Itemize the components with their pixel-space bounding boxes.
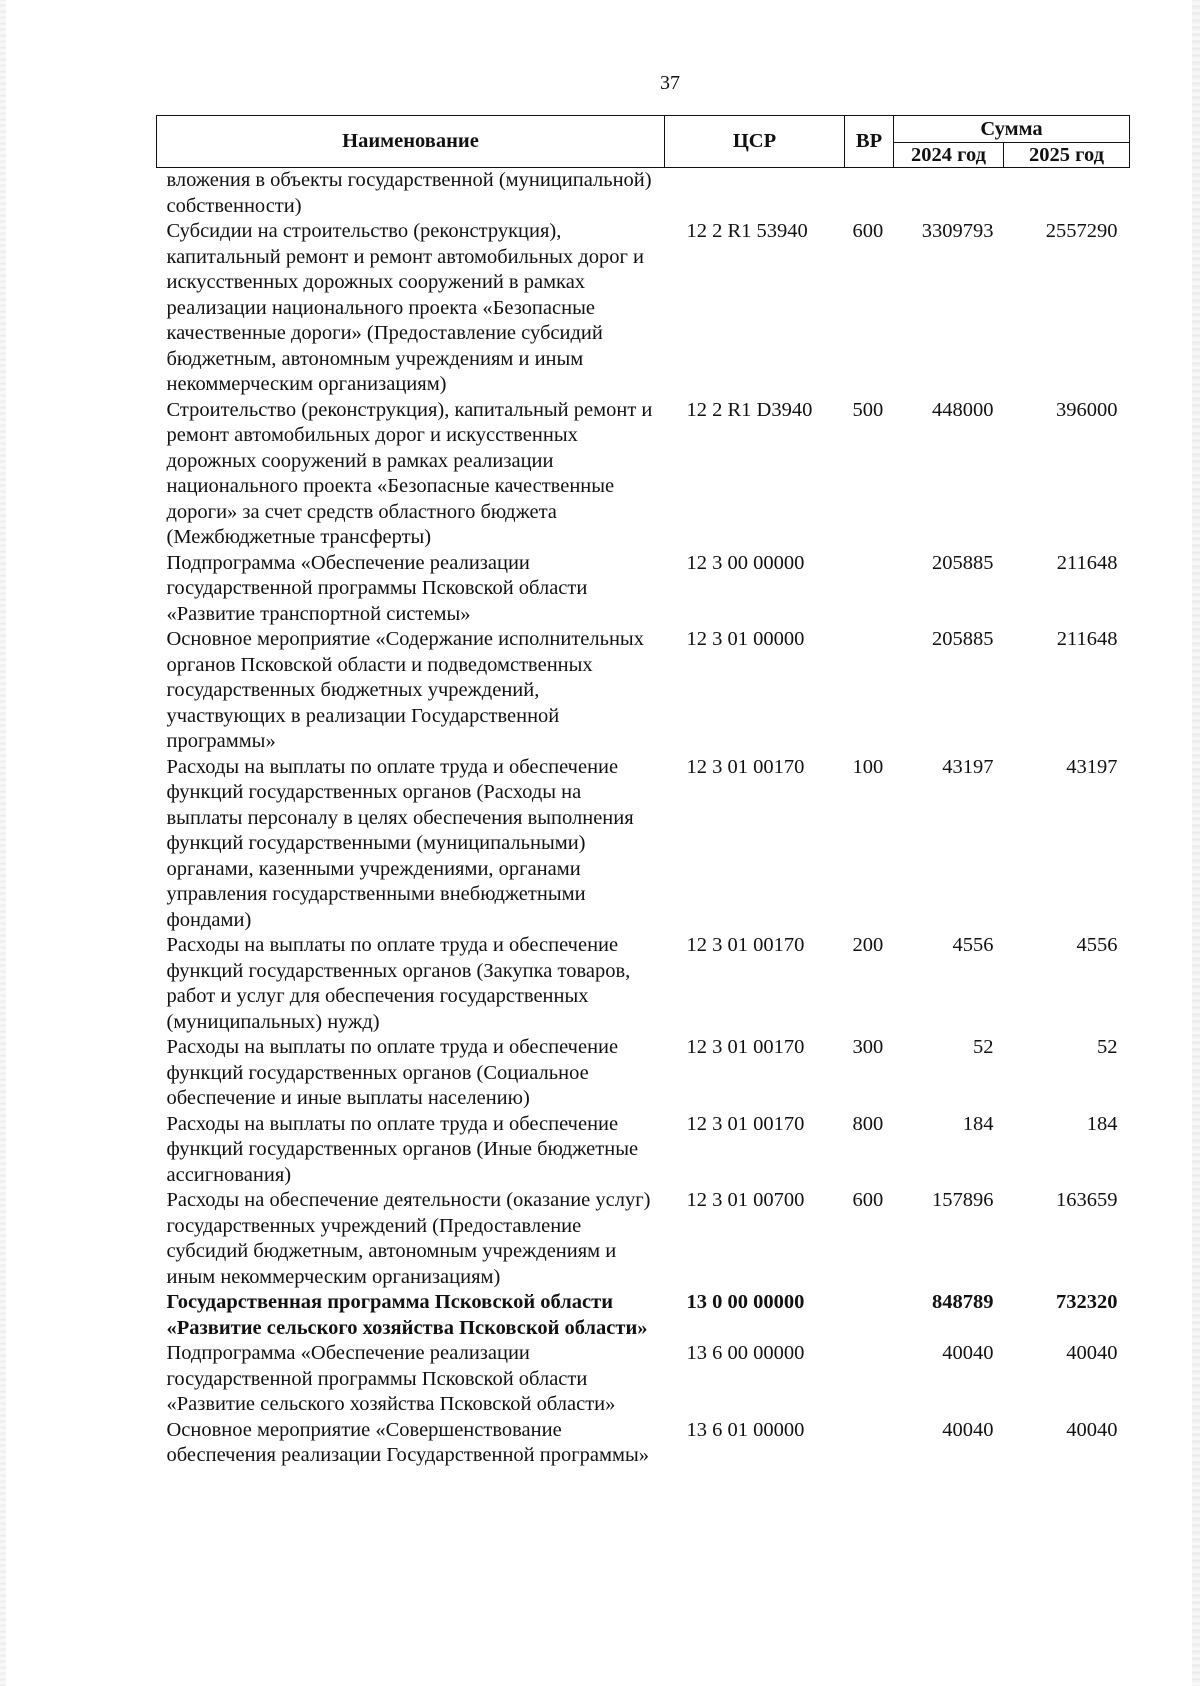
row-amount-2025: 2557290: [1045, 220, 1118, 242]
row-csr: 12 2 R1 D3940: [686, 398, 813, 421]
row-csr: 12 3 01 00000: [686, 628, 805, 650]
row-csr: 13 0 00 00000: [686, 1291, 805, 1313]
row-amount-2024: 40040: [942, 1342, 994, 1364]
row-vr: 600: [852, 220, 884, 242]
table-row: [157, 1418, 1130, 1469]
row-vr: 800: [852, 1112, 884, 1135]
row-vr: 200: [852, 934, 884, 956]
row-name: Расходы на выплаты по оплате труда и обеспечение функций государственных органов (Закупка товаров, работ и услуг для обеспечения государственных (муниципальных) нужд): [166, 934, 631, 1033]
row-name: Основное мероприятие «Совершенствование обеспечения реализации Государственной программы»: [166, 1418, 649, 1466]
row-amount-2024: 157896: [932, 1189, 994, 1211]
row-name: Государственная программа Псковской области «Развитие сельского хозяйства Псковской области»: [166, 1291, 648, 1339]
table-row: [157, 627, 1130, 755]
row-amount-2025: [1004, 168, 1130, 220]
row-name: Основное мероприятие «Содержание исполнительных органов Псковской области и подведомственных государственных бюджетных учреждений, участвующих в реализации Государственной программы»: [166, 628, 644, 752]
row-vr: 500: [852, 398, 884, 421]
row-amount-2025: 211648: [1056, 628, 1118, 650]
row-amount-2024: 4556: [952, 934, 994, 956]
row-amount-2024: 205885: [932, 628, 994, 650]
row-name: Расходы на выплаты по оплате труда и обеспечение функций государственных органов (Иные бюджетные ассигнования): [166, 1112, 639, 1186]
row-name: Субсидии на строительство (реконструкция), капитальный ремонт и ремонт автомобильных дорог и искусственных дорожных сооружений в рамках реализации национального проекта «Безопасные качественные дороги» (Предоставление субсидий бюджетным, автономным учреждениям и иным некоммерческим организациям): [166, 220, 644, 395]
budget-table: [156, 115, 1130, 1469]
row-amount-2024: 43197: [942, 755, 994, 778]
row-amount-2024: [894, 168, 1004, 220]
row-csr: 12 3 01 00170: [686, 1112, 805, 1135]
row-csr: 12 2 R1 53940: [686, 220, 808, 242]
row-vr: [845, 627, 894, 755]
row-csr: 12 3 00 00000: [686, 551, 805, 574]
table-row: [157, 168, 1130, 220]
row-name: Подпрограмма «Обеспечение реализации государственной программы Псковской области «Развитие транспортной системы»: [166, 551, 588, 625]
row-vr: 600: [852, 1189, 884, 1211]
table-row: [157, 933, 1130, 1035]
row-vr: [845, 1290, 894, 1341]
row-amount-2025: 40040: [1066, 1342, 1118, 1364]
scan-edge-right: [1192, 0, 1200, 1686]
row-csr: 13 6 01 00000: [686, 1418, 805, 1441]
row-amount-2025: 163659: [1056, 1189, 1118, 1211]
row-name: Расходы на обеспечение деятельности (оказание услуг) государственных учреждений (Предоставление субсидий бюджетным, автономным учреждениям и иным некоммерческим организациям): [166, 1189, 651, 1288]
scan-edge-left: [0, 0, 6, 1686]
row-amount-2025: 732320: [1056, 1291, 1118, 1313]
header-vr: ВР: [845, 116, 894, 168]
table-row-program: [157, 1290, 1130, 1341]
row-name: Расходы на выплаты по оплате труда и обеспечение функций государственных органов (Расходы на выплаты персоналу в целях обеспечения выполнения функций государственными (муниципальными) органами, казенными учреждениями, органами управления государственными внебюджетными фондами): [166, 755, 634, 931]
header-name: Наименование: [157, 116, 665, 168]
row-amount-2024: 205885: [932, 551, 994, 574]
row-csr: 13 6 00 00000: [686, 1342, 805, 1364]
table-row: [157, 1188, 1130, 1290]
header-csr: ЦСР: [665, 116, 845, 168]
table-row: [157, 1112, 1130, 1189]
row-vr: [845, 168, 894, 220]
table-row: [157, 398, 1130, 551]
row-amount-2024: 52: [973, 1036, 994, 1058]
table-row: [157, 219, 1130, 398]
table-header: [157, 116, 1130, 168]
row-amount-2025: 211648: [1056, 551, 1118, 574]
table-row: [157, 551, 1130, 628]
table-body: [157, 168, 1130, 1469]
row-amount-2024: 40040: [942, 1418, 994, 1441]
row-amount-2024: 3309793: [921, 220, 994, 242]
row-amount-2025: 52: [1097, 1036, 1118, 1058]
row-csr: 12 3 01 00170: [686, 1036, 805, 1058]
header-sum: Сумма: [894, 116, 1130, 143]
row-amount-2024: 848789: [932, 1291, 994, 1313]
row-vr: [845, 1341, 894, 1418]
page-number: 37: [660, 72, 680, 94]
table-row: [157, 755, 1130, 934]
row-csr: 12 3 01 00170: [686, 934, 805, 956]
row-amount-2024: 184: [962, 1112, 994, 1135]
row-name: Строительство (реконструкция), капитальный ремонт и ремонт автомобильных дорог и искусственных дорожных сооружений в рамках реализации национального проекта «Безопасные качественные дороги» за счет средств областного бюджета (Межбюджетные трансферты): [166, 398, 653, 548]
header-year-2024: 2024 год: [894, 143, 1004, 168]
row-vr: 300: [852, 1036, 884, 1058]
row-csr: 12 3 01 00170: [686, 755, 805, 778]
header-year-2025: 2025 год: [1004, 143, 1130, 168]
row-amount-2025: 40040: [1066, 1418, 1118, 1441]
row-amount-2025: 396000: [1056, 398, 1118, 421]
row-vr: 100: [852, 755, 884, 778]
row-name: Подпрограмма «Обеспечение реализации государственной программы Псковской области «Развитие сельского хозяйства Псковской области»: [166, 1342, 616, 1415]
row-vr: [845, 551, 894, 628]
row-vr: [845, 1418, 894, 1469]
row-name: вложения в объекты государственной (муниципальной) собственности): [166, 169, 652, 217]
row-csr: 12 3 01 00700: [686, 1189, 805, 1211]
row-csr: [665, 168, 845, 220]
table-row: [157, 1341, 1130, 1418]
row-name: Расходы на выплаты по оплате труда и обеспечение функций государственных органов (Социальное обеспечение и иные выплаты населению): [166, 1036, 619, 1109]
row-amount-2025: 184: [1086, 1112, 1118, 1135]
table-row: [157, 1035, 1130, 1112]
row-amount-2025: 4556: [1076, 934, 1118, 956]
row-amount-2025: 43197: [1066, 755, 1118, 778]
row-amount-2024: 448000: [932, 398, 994, 421]
